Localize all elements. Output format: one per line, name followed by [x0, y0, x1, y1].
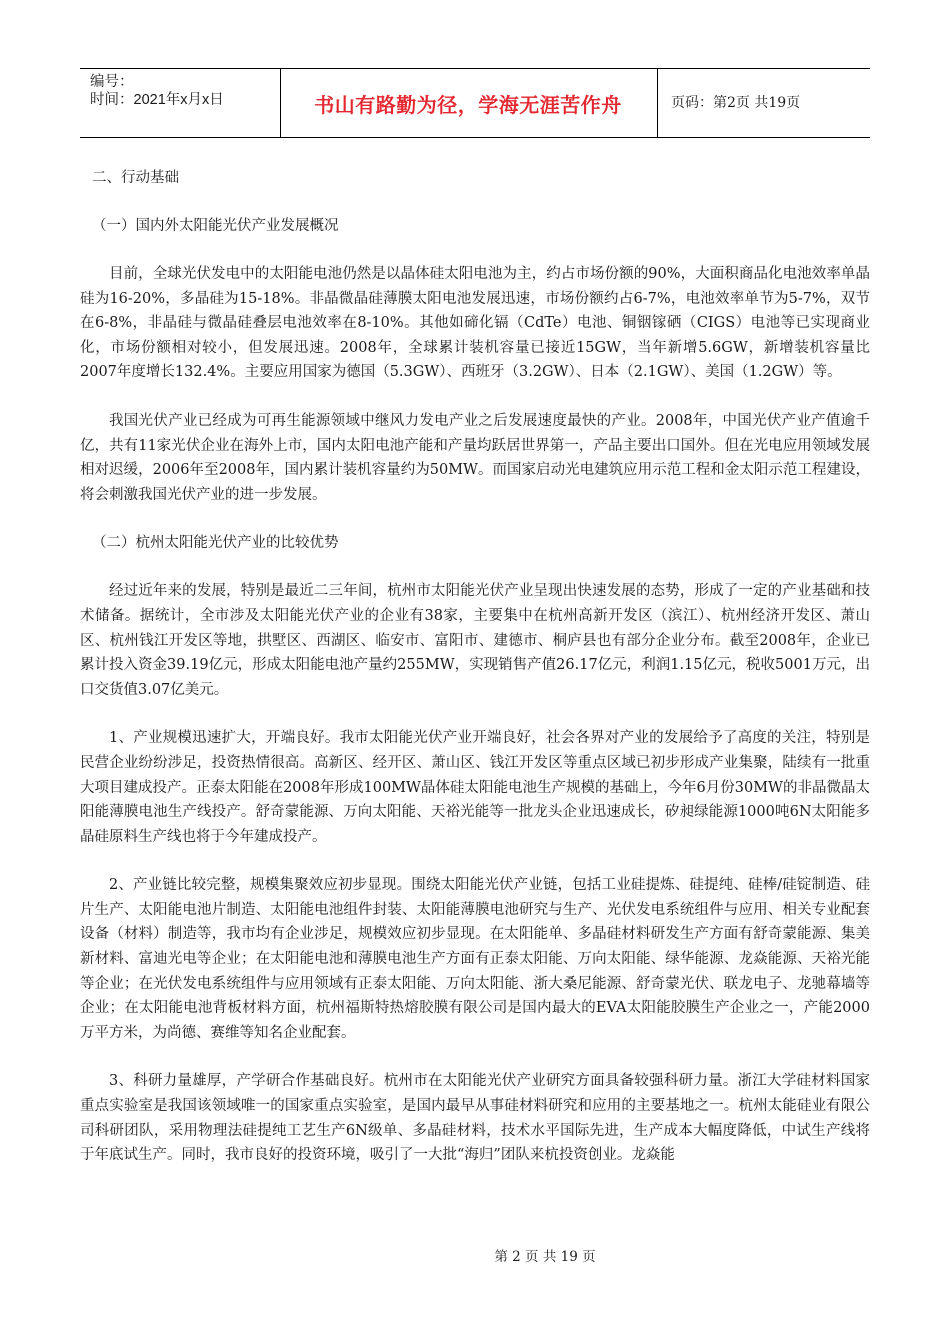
- subsection-heading: （二）杭州太阳能光伏产业的比较优势: [92, 535, 339, 552]
- body-paragraph: 我国光伏产业已经成为可再生能源领域中继风力发电产业之后发展速度最快的产业。2008年，中国光伏产业产值逾千亿，共有11家光伏企业在海外上市，国内太阳电池产能和产量均跃居世界第一，产品主要出口国外。但在光电应用领域发展相对迟缓，2006年至2008年，国内累计装机容量约为50MW。而国家启动光电建筑应用示范工程和金太阳示范工程建设，将会刺激我国光伏产业的进一步发展。: [80, 412, 870, 503]
- document-body: [80, 166, 870, 1192]
- page-header: [80, 68, 870, 138]
- body-paragraph: 经过近年来的发展，特别是最近二三年间，杭州市太阳能光伏产业呈现出快速发展的态势，形成了一定的产业基础和技术储备。据统计，全市涉及太阳能光伏产业的企业有38家，主要集中在杭州高新开发区（滨江）、杭州经济开发区、萧山区、杭州钱江开发区等地，拱墅区、西湖区、临安市、富阳市、建德市、桐庐县也有部分企业分布。截至2008年，企业已累计投入资金39.19亿元，形成太阳能电池产量约255MW，实现销售产值26.17亿元，利润1.15亿元，税收5001万元，出口交货值3.07亿美元。: [80, 583, 870, 698]
- body-paragraph: 目前，全球光伏发电中的太阳能电池仍然是以晶体硅太阳电池为主，约占市场份额的90%，大面积商品化电池效率单晶硅为16-20%，多晶硅为15-18%。非晶微晶硅薄膜太阳电池发展迅速，市场份额约占6-7%，电池效率单节为5-7%，双节在6-8%，非晶硅与微晶硅叠层电池效率在8-10%。其他如碲化镉（CdTe）电池、铜铟镓硒（CIGS）电池等已实现商业化，市场份额相对较小，但发展迅速。2008年，全球累计装机容量已接近15GW，当年新增5.6GW，新增装机容量比2007年度增长132.4%。主要应用国家为德国（5.3GW）、西班牙（3.2GW）、日本（2.1GW）、美国（1.2GW）等。: [80, 266, 870, 381]
- document-number-label: 编号：: [90, 74, 134, 90]
- body-paragraph: 3、科研力量雄厚，产学研合作基础良好。杭州市在太阳能光伏产业研究方面具备较强科研力量。浙江大学硅材料国家重点实验室是我国该领域唯一的国家重点实验室，是国内最早从事硅材料研究和应用的主要基地之一。杭州太能硅业有限公司科研团队，采用物理法硅提纯工艺生产6N级单、多晶硅材料，技术水平国际先进，生产成本大幅度降低，中试生产线将于年底试生产。同时，我市良好的投资环境，吸引了一大批“海归”团队来杭投资创业。龙焱能: [80, 1073, 870, 1164]
- header-motto: 书山有路勤为径，学海无涯苦作舟: [314, 92, 622, 117]
- body-paragraph: 1、产业规模迅速扩大，开端良好。我市太阳能光伏产业开端良好，社会各界对产业的发展给予了高度的关注，特别是民营企业纷纷涉足，投资热情很高。高新区、经开区、萧山区、钱江开发区等重点区域已初步形成产业集聚，陆续有一批重大项目建成投产。正泰太阳能在2008年形成100MW晶体硅太阳能电池生产规模的基础上，今年6月份30MW的非晶微晶太阳能薄膜电池生产线投产。舒奇蒙能源、万向太阳能、天裕光能等一批龙头企业迅速成长，矽昶绿能源1000吨6N太阳能多晶硅原料生产线也将于今年建成投产。: [80, 730, 870, 845]
- body-paragraph: 2、产业链比较完整，规模集聚效应初步显现。围绕太阳能光伏产业链，包括工业硅提炼、硅提纯、硅棒/硅锭制造、硅片生产、太阳能电池片制造、太阳能电池组件封装、太阳能薄膜电池研究与生产、光伏发电系统组件与应用、相关专业配套设备（材料）制造等，我市均有企业涉足，规模效应初步显现。在太阳能单、多晶硅材料研发生产方面有舒奇蒙能源、集美新材料、富迪光电等企业；在太阳能电池和薄膜电池生产方面有正泰太阳能、万向太阳能、绿华能源、龙焱能源、天裕光能等企业；在光伏发电系统组件与应用领域有正泰太阳能、万向太阳能、浙大桑尼能源、舒奇蒙光伏、联龙电子、龙驰幕墙等企业；在太阳能电池背板材料方面，杭州福斯特热熔胶膜有限公司是国内最大的EVA太阳能胶膜生产企业之一，产能2000万平方米，为尚德、赛维等知名企业配套。: [80, 877, 870, 1041]
- subsection-heading: （一）国内外太阳能光伏产业发展概况: [92, 218, 339, 234]
- header-info-cell: [80, 69, 280, 137]
- page-footer: 第 2 页 共 19 页: [494, 1249, 596, 1265]
- document-time-label: 时间：2021年x月x日: [90, 92, 224, 108]
- section-heading: 二、行动基础: [92, 170, 179, 186]
- header-page-number: 页码：第2页 共19页: [671, 95, 801, 111]
- header-divider-2: [657, 69, 658, 137]
